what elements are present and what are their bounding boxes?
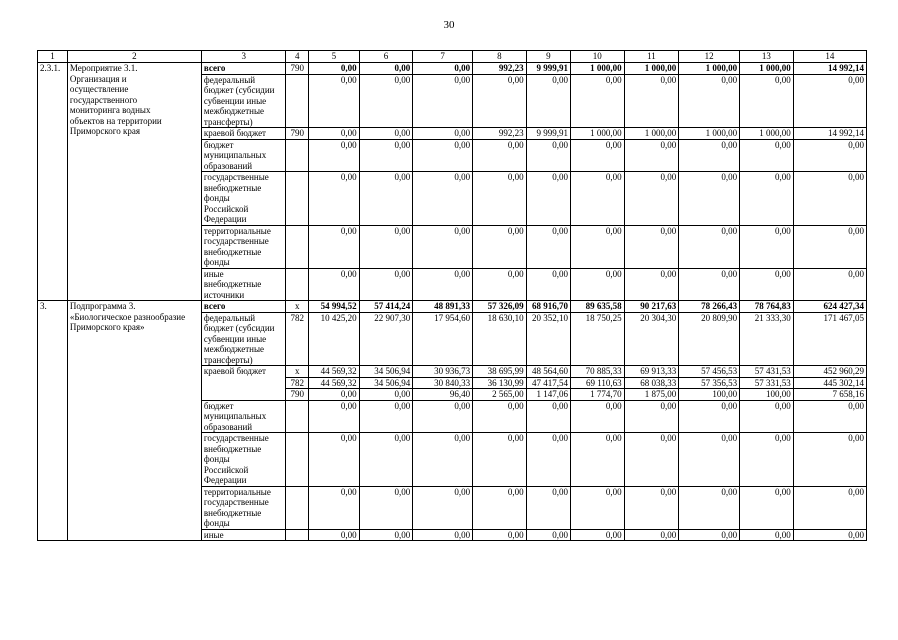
- funding-source-line: всего: [203, 63, 226, 73]
- funding-source-line: трансферты): [203, 354, 253, 365]
- funding-source-line: муниципальных: [203, 411, 267, 421]
- amount-cell: 0,00: [526, 172, 570, 226]
- amount-cell: 1 000,00: [679, 63, 740, 75]
- budget-code: х: [286, 301, 309, 313]
- item-number: 2.3.1.: [38, 63, 68, 301]
- funding-source-line: внебюджетные: [203, 507, 262, 518]
- item-number: 3.: [38, 301, 68, 541]
- amount-cell: 18 630,10: [473, 312, 527, 366]
- amount-cell: 0,00: [309, 139, 360, 172]
- description-line: объектов на территории: [69, 115, 162, 126]
- funding-source: [201, 529, 286, 541]
- budget-code: [286, 74, 309, 128]
- amount-cell: 89 635,58: [571, 301, 625, 313]
- funding-source-line: образований: [203, 421, 253, 432]
- amount-cell: 78 266,43: [679, 301, 740, 313]
- amount-cell: 9 999,91: [526, 128, 570, 140]
- amount-cell: 57 456,53: [679, 366, 740, 378]
- description-line: Организация и: [69, 73, 127, 84]
- funding-source: [201, 433, 286, 487]
- funding-source: [201, 139, 286, 172]
- amount-cell: 100,00: [679, 389, 740, 401]
- amount-cell: 0,00: [473, 486, 527, 529]
- amount-cell: 992,23: [473, 128, 527, 140]
- amount-cell: 1 000,00: [624, 63, 679, 75]
- budget-code: х: [286, 366, 309, 378]
- amount-cell: 57 356,53: [679, 377, 740, 389]
- amount-cell: 0,00: [793, 433, 866, 487]
- amount-cell: 0,00: [413, 400, 473, 433]
- amount-cell: 0,00: [624, 74, 679, 128]
- amount-cell: 0,00: [309, 225, 360, 268]
- funding-source-line: внебюджетные: [203, 279, 262, 289]
- amount-cell: 30 840,33: [413, 377, 473, 389]
- amount-cell: 21 333,30: [740, 312, 794, 366]
- funding-source-line: федеральный: [203, 74, 256, 85]
- funding-source-line: иные: [203, 268, 224, 279]
- amount-cell: 0,00: [359, 74, 413, 128]
- amount-cell: 1 000,00: [571, 128, 625, 140]
- amount-cell: 69 913,33: [624, 366, 679, 378]
- amount-cell: 0,00: [526, 139, 570, 172]
- amount-cell: 30 936,73: [413, 366, 473, 378]
- funding-source: [201, 128, 286, 140]
- amount-cell: 0,00: [359, 433, 413, 487]
- amount-cell: 0,00: [359, 529, 413, 541]
- amount-cell: 14 992,14: [793, 63, 866, 75]
- amount-cell: 0,00: [679, 433, 740, 487]
- funding-source-line: всего: [203, 301, 226, 311]
- funding-source-line: краевой бюджет: [203, 128, 266, 138]
- funding-source-line: территориальные: [203, 225, 271, 236]
- funding-source-line: фонды: [203, 193, 230, 203]
- amount-cell: 0,00: [413, 225, 473, 268]
- funding-source-line: источники: [203, 289, 245, 300]
- amount-cell: 0,00: [793, 139, 866, 172]
- funding-source-line: Российской: [203, 203, 249, 214]
- column-header-7: 7: [413, 51, 473, 63]
- budget-code: [286, 225, 309, 268]
- amount-cell: 100,00: [740, 389, 794, 401]
- amount-cell: 57 331,53: [740, 377, 794, 389]
- column-header-9: 9: [526, 51, 570, 63]
- amount-cell: 0,00: [624, 172, 679, 226]
- amount-cell: 0,00: [359, 400, 413, 433]
- amount-cell: 171 467,05: [793, 312, 866, 366]
- amount-cell: 48 564,60: [526, 366, 570, 378]
- amount-cell: 0,00: [571, 433, 625, 487]
- amount-cell: 0,00: [359, 139, 413, 172]
- description-line: Подпрограмма 3.: [69, 301, 136, 311]
- funding-source: [201, 486, 286, 529]
- amount-cell: 44 569,32: [309, 377, 360, 389]
- amount-cell: 0,00: [413, 172, 473, 226]
- funding-source-line: иные: [203, 529, 224, 540]
- funding-source: [201, 301, 286, 313]
- amount-cell: 0,00: [740, 433, 794, 487]
- funding-source-line: трансферты): [203, 116, 253, 127]
- amount-cell: 0,00: [526, 433, 570, 487]
- amount-cell: 2 565,00: [473, 389, 527, 401]
- funding-source: [201, 312, 286, 366]
- amount-cell: 0,00: [793, 268, 866, 301]
- amount-cell: 0,00: [571, 268, 625, 301]
- amount-cell: 0,00: [309, 400, 360, 433]
- amount-cell: 0,00: [740, 74, 794, 128]
- amount-cell: 1 147,06: [526, 389, 570, 401]
- amount-cell: 1 774,70: [571, 389, 625, 401]
- amount-cell: 0,00: [473, 74, 527, 128]
- amount-cell: 34 506,94: [359, 377, 413, 389]
- column-header-4: 4: [286, 51, 309, 63]
- amount-cell: 0,00: [679, 400, 740, 433]
- amount-cell: 44 569,32: [309, 366, 360, 378]
- budget-code: 782: [286, 377, 309, 389]
- amount-cell: 0,00: [740, 268, 794, 301]
- page-number: 30: [443, 19, 455, 31]
- funding-source-line: субвенции иные: [203, 95, 267, 106]
- column-header-5: 5: [309, 51, 360, 63]
- column-header-13: 13: [740, 51, 794, 63]
- amount-cell: 0,00: [793, 400, 866, 433]
- column-header-2: 2: [67, 51, 201, 63]
- budget-table: [37, 50, 867, 541]
- table-row: [38, 63, 867, 75]
- amount-cell: 0,00: [571, 139, 625, 172]
- amount-cell: 0,00: [740, 400, 794, 433]
- amount-cell: 20 304,30: [624, 312, 679, 366]
- column-header-14: 14: [793, 51, 866, 63]
- amount-cell: 0,00: [309, 268, 360, 301]
- amount-cell: 0,00: [473, 172, 527, 226]
- amount-cell: 1 000,00: [740, 63, 794, 75]
- amount-cell: 0,00: [473, 433, 527, 487]
- amount-cell: 0,00: [679, 225, 740, 268]
- amount-cell: 0,00: [359, 225, 413, 268]
- amount-cell: 0,00: [413, 433, 473, 487]
- amount-cell: 17 954,60: [413, 312, 473, 366]
- item-description: [67, 63, 201, 301]
- amount-cell: 0,00: [413, 63, 473, 75]
- budget-code: [286, 139, 309, 172]
- amount-cell: 0,00: [309, 433, 360, 487]
- funding-source: [201, 268, 286, 301]
- amount-cell: 54 994,52: [309, 301, 360, 313]
- table-row: [38, 301, 867, 313]
- amount-cell: 0,00: [309, 74, 360, 128]
- budget-code: [286, 400, 309, 433]
- amount-cell: 1 000,00: [679, 128, 740, 140]
- amount-cell: 0,00: [679, 139, 740, 172]
- amount-cell: 0,00: [309, 389, 360, 401]
- funding-source: [201, 366, 286, 401]
- amount-cell: 0,00: [679, 529, 740, 541]
- amount-cell: 0,00: [679, 486, 740, 529]
- amount-cell: 0,00: [740, 225, 794, 268]
- column-header-3: 3: [201, 51, 286, 63]
- amount-cell: 0,00: [413, 128, 473, 140]
- amount-cell: 38 695,99: [473, 366, 527, 378]
- amount-cell: 0,00: [571, 172, 625, 226]
- budget-code: 782: [286, 312, 309, 366]
- amount-cell: 0,00: [526, 486, 570, 529]
- column-header-1: 1: [38, 51, 68, 63]
- budget-code: 790: [286, 128, 309, 140]
- amount-cell: 57 431,53: [740, 366, 794, 378]
- amount-cell: 34 506,94: [359, 366, 413, 378]
- amount-cell: 0,00: [793, 486, 866, 529]
- amount-cell: 0,00: [473, 400, 527, 433]
- column-header-8: 8: [473, 51, 527, 63]
- amount-cell: 90 217,63: [624, 301, 679, 313]
- amount-cell: 18 750,25: [571, 312, 625, 366]
- amount-cell: 0,00: [624, 268, 679, 301]
- funding-source: [201, 400, 286, 433]
- amount-cell: 0,00: [740, 139, 794, 172]
- amount-cell: 0,00: [624, 139, 679, 172]
- amount-cell: 69 110,63: [571, 377, 625, 389]
- amount-cell: 57 326,09: [473, 301, 527, 313]
- amount-cell: 0,00: [624, 433, 679, 487]
- amount-cell: 0,00: [571, 400, 625, 433]
- budget-code: [286, 433, 309, 487]
- amount-cell: 0,00: [679, 268, 740, 301]
- column-header-12: 12: [679, 51, 740, 63]
- amount-cell: 0,00: [526, 400, 570, 433]
- amount-cell: 1 000,00: [624, 128, 679, 140]
- amount-cell: 14 992,14: [793, 128, 866, 140]
- funding-source-line: фонды: [203, 518, 230, 528]
- amount-cell: 0,00: [413, 268, 473, 301]
- amount-cell: 0,00: [473, 225, 527, 268]
- funding-source-line: межбюджетные: [203, 106, 265, 116]
- funding-source: [201, 63, 286, 75]
- amount-cell: 0,00: [526, 268, 570, 301]
- amount-cell: 0,00: [359, 389, 413, 401]
- amount-cell: 992,23: [473, 63, 527, 75]
- budget-code: 790: [286, 389, 309, 401]
- amount-cell: 0,00: [309, 63, 360, 75]
- budget-code: [286, 486, 309, 529]
- amount-cell: 22 907,30: [359, 312, 413, 366]
- amount-cell: 452 960,29: [793, 366, 866, 378]
- funding-source-line: территориальные: [203, 486, 271, 497]
- amount-cell: 0,00: [740, 172, 794, 226]
- amount-cell: 0,00: [359, 63, 413, 75]
- amount-cell: 0,00: [526, 529, 570, 541]
- amount-cell: 0,00: [793, 74, 866, 128]
- funding-source-line: бюджет (субсидии: [203, 323, 275, 333]
- description-line: Приморского края: [69, 126, 141, 136]
- amount-cell: 0,00: [679, 74, 740, 128]
- amount-cell: 0,00: [413, 529, 473, 541]
- amount-cell: 57 414,24: [359, 301, 413, 313]
- amount-cell: 0,00: [413, 486, 473, 529]
- amount-cell: 7 658,16: [793, 389, 866, 401]
- funding-source-line: бюджет (субсидии: [203, 85, 275, 95]
- description-line: государственного: [69, 94, 138, 105]
- amount-cell: 10 425,20: [309, 312, 360, 366]
- amount-cell: 1 875,00: [624, 389, 679, 401]
- amount-cell: 1 000,00: [571, 63, 625, 75]
- amount-cell: 0,00: [309, 486, 360, 529]
- budget-code: 790: [286, 63, 309, 75]
- column-header-6: 6: [359, 51, 413, 63]
- amount-cell: 0,00: [413, 74, 473, 128]
- funding-source: [201, 225, 286, 268]
- amount-cell: 20 809,90: [679, 312, 740, 366]
- funding-source: [201, 172, 286, 226]
- amount-cell: 0,00: [793, 225, 866, 268]
- amount-cell: 70 885,33: [571, 366, 625, 378]
- item-description: [67, 301, 201, 541]
- funding-source-line: бюджет: [203, 139, 234, 150]
- amount-cell: 0,00: [793, 529, 866, 541]
- amount-cell: 68 038,33: [624, 377, 679, 389]
- funding-source-line: государственные: [203, 433, 269, 443]
- amount-cell: 0,00: [571, 529, 625, 541]
- funding-source-line: образований: [203, 160, 253, 171]
- amount-cell: 0,00: [473, 139, 527, 172]
- funding-source-line: государственные: [203, 172, 269, 182]
- amount-cell: 0,00: [359, 172, 413, 226]
- amount-cell: 96,40: [413, 389, 473, 401]
- funding-source-line: государственные: [203, 236, 269, 246]
- amount-cell: 0,00: [571, 74, 625, 128]
- description-line: Мероприятие 3.1.: [69, 63, 138, 73]
- amount-cell: 0,00: [740, 529, 794, 541]
- amount-cell: 0,00: [359, 268, 413, 301]
- funding-source-line: внебюджетные: [203, 246, 262, 257]
- amount-cell: 0,00: [526, 225, 570, 268]
- column-header-10: 10: [571, 51, 625, 63]
- budget-code: [286, 529, 309, 541]
- amount-cell: 0,00: [309, 128, 360, 140]
- amount-cell: 9 999,91: [526, 63, 570, 75]
- amount-cell: 68 916,70: [526, 301, 570, 313]
- funding-source-line: фонды: [203, 257, 230, 267]
- amount-cell: 0,00: [309, 529, 360, 541]
- funding-source-line: государственные: [203, 497, 269, 507]
- budget-code: [286, 268, 309, 301]
- funding-source-line: внебюджетные: [203, 182, 262, 193]
- amount-cell: 0,00: [309, 172, 360, 226]
- amount-cell: 0,00: [624, 529, 679, 541]
- header-row: [38, 51, 867, 63]
- budget-code: [286, 172, 309, 226]
- amount-cell: 0,00: [359, 128, 413, 140]
- amount-cell: 1 000,00: [740, 128, 794, 140]
- amount-cell: 48 891,33: [413, 301, 473, 313]
- amount-cell: 0,00: [624, 486, 679, 529]
- amount-cell: 0,00: [793, 172, 866, 226]
- amount-cell: 0,00: [624, 225, 679, 268]
- funding-source-line: фонды: [203, 454, 230, 464]
- amount-cell: 0,00: [359, 486, 413, 529]
- funding-source-line: бюджет: [203, 400, 234, 411]
- description-line: осуществление: [69, 84, 129, 94]
- amount-cell: 78 764,83: [740, 301, 794, 313]
- funding-source-line: федеральный: [203, 312, 256, 323]
- amount-cell: 47 417,54: [526, 377, 570, 389]
- description-line: Приморского края»: [69, 322, 145, 332]
- funding-source-line: муниципальных: [203, 150, 267, 160]
- amount-cell: 36 130,99: [473, 377, 527, 389]
- funding-source-line: Федерации: [203, 475, 247, 485]
- amount-cell: 0,00: [413, 139, 473, 172]
- amount-cell: 0,00: [571, 486, 625, 529]
- amount-cell: 0,00: [679, 172, 740, 226]
- funding-source-line: межбюджетные: [203, 344, 265, 354]
- amount-cell: 0,00: [740, 486, 794, 529]
- funding-source-line: Федерации: [203, 214, 247, 224]
- column-header-11: 11: [624, 51, 679, 63]
- amount-cell: 0,00: [473, 529, 527, 541]
- description-line: «Биологическое разнообразие: [69, 311, 186, 322]
- amount-cell: 0,00: [571, 225, 625, 268]
- amount-cell: 0,00: [526, 74, 570, 128]
- amount-cell: 20 352,10: [526, 312, 570, 366]
- description-line: мониторинга водных: [69, 105, 151, 115]
- amount-cell: 0,00: [473, 268, 527, 301]
- funding-source: [201, 74, 286, 128]
- funding-source-line: субвенции иные: [203, 333, 267, 344]
- funding-source-line: Российской: [203, 464, 249, 475]
- funding-source-line: краевой бюджет: [203, 366, 266, 376]
- funding-source-line: внебюджетные: [203, 443, 262, 454]
- amount-cell: 445 302,14: [793, 377, 866, 389]
- amount-cell: 0,00: [624, 400, 679, 433]
- amount-cell: 624 427,34: [793, 301, 866, 313]
